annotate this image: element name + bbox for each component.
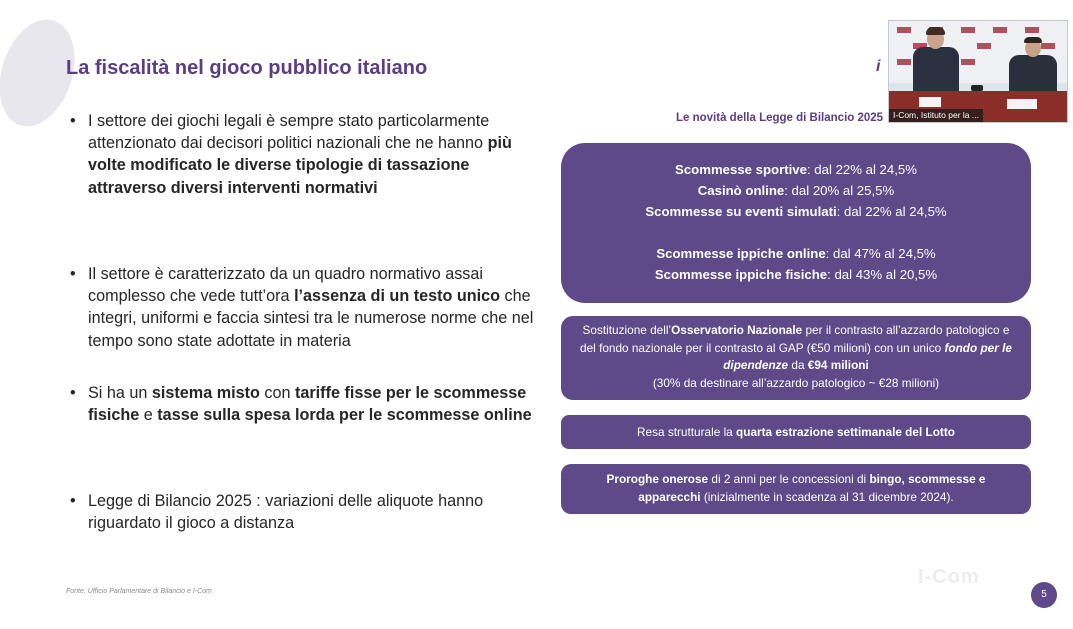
bullet-marker: •	[70, 492, 76, 510]
bullet-marker: •	[70, 265, 76, 283]
rate-line: Scommesse sportive: dal 22% al 24,5%	[675, 162, 917, 177]
bullet-text-bold: sistema misto	[151, 384, 260, 402]
bullet-item	[70, 263, 548, 352]
rate-line: Scommesse su eventi simulati: dal 22% al 24,5%	[645, 204, 947, 219]
bullet-text: che integri, uniformi e faccia sintesi tra le numerose norme che nel tempo sono state adottate in materia	[88, 287, 534, 350]
page-number-badge: 5	[1031, 582, 1057, 608]
bullet-text-bold: tariffe fisse per le scommesse fisiche	[88, 384, 527, 425]
slide-title: La fiscalità nel gioco pubblico italiano	[66, 57, 428, 79]
bullet-marker: •	[70, 384, 76, 402]
bullet-text: con	[259, 384, 295, 402]
lotto-box: Resa strutturale la quarta estrazione settimanale del Lotto	[561, 415, 1031, 449]
watermark-logo: I-Com	[918, 566, 980, 588]
webcam-caption: I-Com, Istituto per la ...	[889, 109, 983, 122]
bullet-text: Legge di Bilancio 2025 : variazioni delle aliquote hanno riguardato il gioco a distanza	[88, 492, 484, 533]
panel-subtitle: Le novità della Legge di Bilancio 2025	[676, 112, 884, 124]
bullet-text-bold: più volte modificato le diverse tipologie di tassazione attraverso diversi interventi normativi	[88, 134, 512, 197]
icom-logo-icon: i	[876, 58, 881, 75]
bullet-text: I settore dei giochi legali è sempre stato particolarmente attenzionato dai decisori politici nazionali che ne hanno	[88, 112, 490, 153]
bullet-text-bold: l’assenza di un testo unico	[294, 287, 501, 306]
webcam-video-tile[interactable]	[888, 20, 1068, 123]
speaker-left	[913, 47, 959, 95]
tax-rates-box	[561, 143, 1031, 303]
bullet-item	[70, 382, 548, 426]
bullet-text: e	[139, 406, 158, 425]
rate-line: Scommesse ippiche fisiche: dal 43% al 20,5%	[654, 267, 938, 282]
concessions-box: Proroghe onerose di 2 anni per le concessioni di bingo, scommesse e apparecchi (inizialmente in scadenza al 31 dicembre 2024).	[561, 464, 1031, 514]
observatory-box: Sostituzione dell’Osservatorio Nazionale per il contrasto all’azzardo patologico e del fondo nazionale per il contrasto al GAP (€50 milioni) con un unico fondo per le dipendenze da €94 milioni (30% da destinare all’azzardo patologico ~ €28 milioni)	[561, 316, 1031, 400]
bullet-text-bold: tasse sulla spesa lorda per le scommesse online	[157, 406, 532, 425]
rate-line: Scommesse ippiche online: dal 47% al 24,5%	[656, 246, 936, 261]
source-note: Fonte: Ufficio Parlamentare di Bilancio e I-Com	[66, 588, 212, 595]
bullet-text: Si ha un	[88, 384, 152, 402]
bullet-item	[70, 490, 548, 534]
bullet-item	[70, 110, 548, 199]
rate-line: Casinò online: dal 20% al 25,5%	[697, 183, 895, 198]
microphone-icon	[971, 85, 983, 91]
bullet-marker: •	[70, 112, 76, 130]
bullet-text: Il settore è caratterizzato da un quadro normativo assai complesso che vede tutt’ora	[88, 265, 484, 306]
